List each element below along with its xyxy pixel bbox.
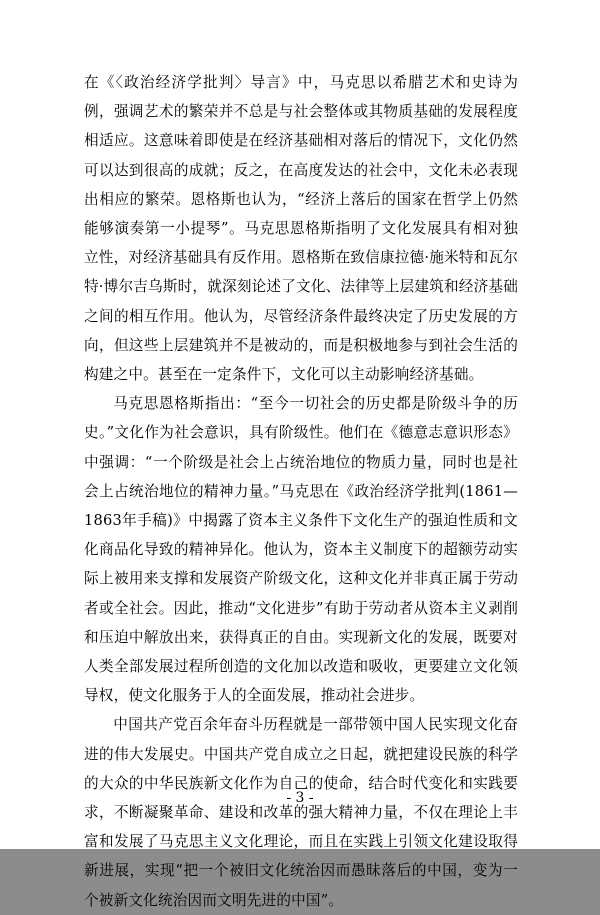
paragraph-2: 马克思恩格斯指出：“至今一切社会的历史都是阶级斗争的历史。”文化作为社会意识，具有阶级性。他们在《德意志意识形态》中强调：“一个阶级是社会上占统治地位的物质力量，同时也是社会上占统治地位的精神力量。”马克思在《政治经济学批判(1861—1863年手稿)》中揭露了资本主义条件下文化生产的强迫性质和文化商品化导致的精神异化。他认为，资本主义制度下的超额劳动实际上被用来支撑和发展资产阶级文化，这种文化并非真正属于劳动者或全社会。因此，推动“文化进步”有助于劳动者从资本主义剥削和压迫中解放出来，获得真正的自由。实现新文化的发展，既要对人类全部发展过程所创造的文化加以改造和吸收，更要建立文化领导权，使文化服务于人的全面发展，推动社会进步。 <box>84 395 518 705</box>
page-body <box>84 68 518 915</box>
paragraph-1: 在《〈政治经济学批判〉导言》中，马克思以希腊艺术和史诗为例，强调艺术的繁荣并不总是与社会整体或其物质基础的发展程度相适应。这意味着即使是在经济基础相对落后的情况下，文化仍然可以达到很高的成就；反之，在高度发达的社会中，文化未必表现出相应的繁荣。恩格斯也认为，“经济上落后的国家在哲学上仍然能够演奏第一小提琴”。马克思恩格斯指明了文化发展具有相对独立性，对经济基础具有反作用。恩格斯在致信康拉德·施米特和瓦尔特·博尔吉乌斯时，就深刻论述了文化、法律等上层建筑和经济基础之间的相互作用。他认为，尽管经济条件最终决定了历史发展的方向，但这些上层建筑并不是被动的，而是积极地参与到社会生活的构建之中。甚至在一定条件下，文化可以主动影响经济基础。 <box>84 74 518 384</box>
page-number: - 3 - <box>286 790 314 806</box>
paragraph-3: 中国共产党百余年奋斗历程就是一部带领中国人民实现文化奋进的伟大发展史。中国共产党自成立之日起，就把建设民族的科学的大众的中华民族新文化作为自己的使命，结合时代变化和实践要求，不断凝聚革命、建设和改革的强大精神力量，不仅在理论上丰富和发展了马克思主义文化理论，而且在实践上引领文化建设取得新进展，实现“把一个被旧文化统治因而愚昧落后的中国，变为一个被新文化统治因而文明先进的中国”。 <box>84 716 518 909</box>
